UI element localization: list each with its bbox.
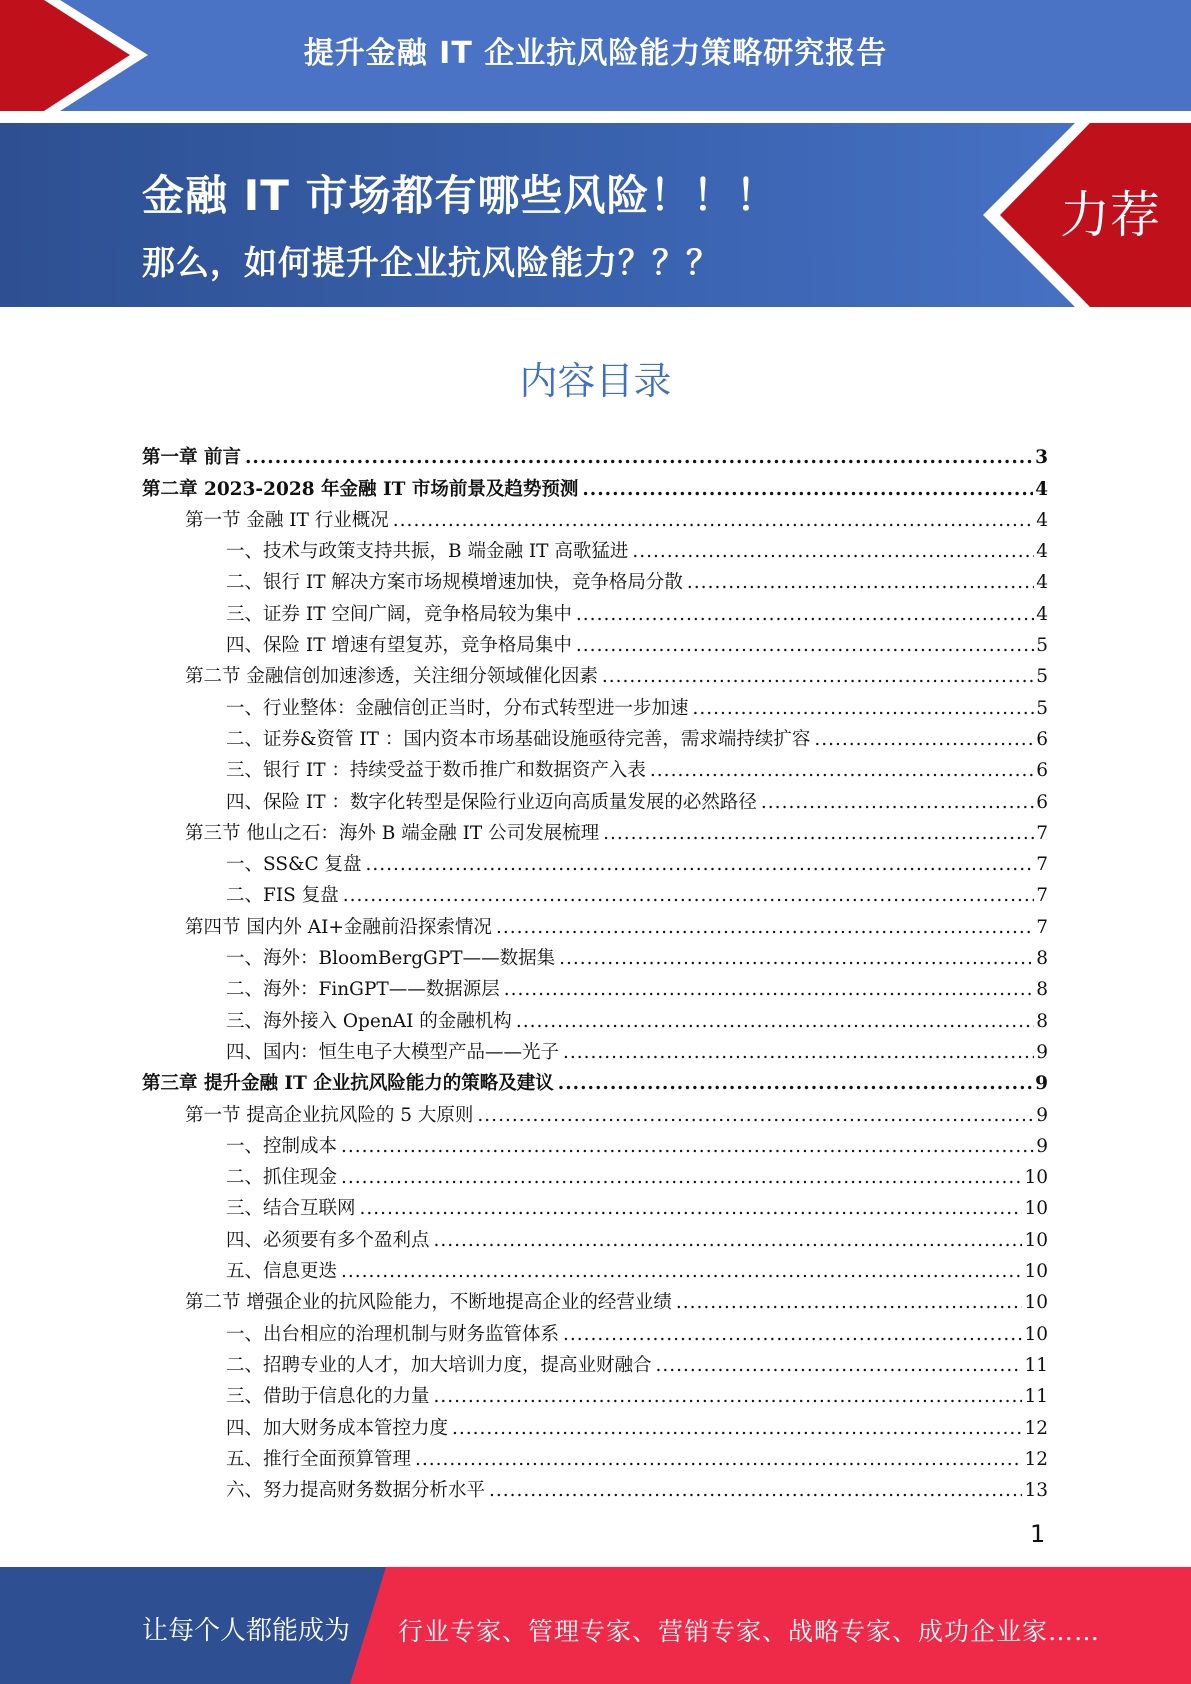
toc-entry[interactable] <box>142 751 1048 782</box>
toc-entry[interactable] <box>142 501 1048 532</box>
toc-entry-page: 7 <box>1036 822 1048 844</box>
toc-entry-page: 10 <box>1024 1261 1048 1283</box>
toc-entry[interactable] <box>142 1127 1048 1158</box>
report-title: 提升金融 IT 企业抗风险能力策略研究报告 <box>303 36 888 71</box>
toc-entry-page: 4 <box>1036 603 1048 625</box>
toc-entry[interactable] <box>142 970 1048 1001</box>
toc-entry[interactable] <box>142 939 1048 970</box>
toc-entry-page: 4 <box>1036 509 1048 531</box>
toc-entry[interactable] <box>142 782 1048 813</box>
toc-entry-page: 10 <box>1024 1323 1048 1345</box>
toc-entry-title: 三、证券 IT 空间广阔，竞争格局较为集中 <box>226 604 576 626</box>
toc-entry-page: 8 <box>1036 979 1048 1001</box>
toc-leader-dots <box>489 1480 1022 1502</box>
toc-entry-title: 第一节 提高企业抗风险的 5 大原则 <box>185 1105 477 1127</box>
toc-leader-dots <box>343 885 1035 907</box>
toc-leader-dots <box>563 1042 1034 1064</box>
toc-leader-dots <box>656 1355 1023 1377</box>
page-number: 1 <box>1030 1520 1046 1548</box>
toc-entry-page: 10 <box>1024 1229 1048 1251</box>
toc-entry-title: 二、海外：FinGPT——数据源层 <box>226 979 504 1001</box>
toc-entry-title: 六、努力提高财务数据分析水平 <box>226 1480 489 1502</box>
toc-entry[interactable] <box>142 1440 1048 1471</box>
toc-entry-page: 5 <box>1036 697 1048 719</box>
toc-entry-title: 二、银行 IT 解决方案市场规模增速加快，竞争格局分散 <box>226 572 687 594</box>
toc-entry-page: 8 <box>1036 948 1048 970</box>
toc-leader-dots <box>603 823 1034 845</box>
toc-entry-page: 8 <box>1036 1010 1048 1032</box>
toc-leader-dots <box>452 1418 1022 1440</box>
toc-entry-title: 四、保险 IT 增速有望复苏，竞争格局集中 <box>226 635 576 657</box>
toc-entry-page: 6 <box>1036 728 1048 750</box>
toc-leader-dots <box>687 572 1034 594</box>
toc-entry[interactable] <box>142 532 1048 563</box>
toc-entry-page: 10 <box>1024 1292 1048 1314</box>
toc-leader-dots <box>563 1324 1022 1346</box>
recommend-badge: 力荐 <box>1060 186 1160 244</box>
toc-entry-title: 第二节 金融信创加速渗透，关注细分领域催化因素 <box>185 666 602 688</box>
toc-entry[interactable] <box>142 1001 1048 1032</box>
toc-entry-title: 三、借助于信息化的力量 <box>226 1386 434 1408</box>
hero-subheadline: 那么，如何提升企业抗风险能力？？？ <box>142 243 720 282</box>
toc-entry[interactable] <box>142 1220 1048 1251</box>
toc-entry-page: 9 <box>1035 1073 1048 1095</box>
toc-leader-dots <box>496 917 1034 939</box>
toc-entry-page: 10 <box>1024 1198 1048 1220</box>
toc-entry-page: 9 <box>1036 1041 1048 1063</box>
toc-entry[interactable] <box>142 1095 1048 1126</box>
toc-entry-title: 一、SS&C 复盘 <box>226 854 366 876</box>
toc-entry-page: 13 <box>1024 1480 1048 1502</box>
toc-entry[interactable] <box>142 1346 1048 1377</box>
toc-leader-dots <box>602 666 1034 688</box>
toc-entry-page: 7 <box>1036 916 1048 938</box>
toc-entry[interactable] <box>142 1252 1048 1283</box>
footer-slogan-right: 行业专家、管理专家、营销专家、战略专家、成功企业家…… <box>398 1617 1101 1646</box>
toc-entry-title: 第一章 前言 <box>142 447 245 469</box>
toc-entry-title: 四、国内：恒生电子大模型产品——光子 <box>226 1042 563 1064</box>
toc-entry-page: 4 <box>1036 541 1048 563</box>
toc-entry-title: 四、加大财务成本管控力度 <box>226 1418 452 1440</box>
toc-entry-page: 4 <box>1036 572 1048 594</box>
toc-entry-page: 5 <box>1036 666 1048 688</box>
toc-entry-title: 一、出台相应的治理机制与财务监管体系 <box>226 1324 563 1346</box>
toc-entry-title: 第三章 提升金融 IT 企业抗风险能力的策略及建议 <box>142 1073 558 1095</box>
toc-leader-dots <box>434 1386 1023 1408</box>
toc-entry-title: 三、银行 IT ：持续受益于数币推广和数据资产入表 <box>226 760 650 782</box>
top-banner <box>0 0 1191 111</box>
toc-leader-dots <box>245 447 1033 469</box>
toc-leader-dots <box>366 854 1035 876</box>
toc-leader-dots <box>516 1011 1034 1033</box>
toc-leader-dots <box>415 1449 1022 1471</box>
toc-entry-page: 12 <box>1024 1417 1048 1439</box>
toc-entry-title: 二、抓住现金 <box>226 1167 341 1189</box>
footer-slogan-left: 让每个人都能成为 <box>142 1616 351 1646</box>
toc-entry-page: 4 <box>1035 478 1048 500</box>
toc-entry-title: 二、FIS 复盘 <box>226 885 343 907</box>
toc-leader-dots <box>814 729 1034 751</box>
toc-entry[interactable] <box>142 1408 1048 1439</box>
toc-entry[interactable] <box>142 563 1048 594</box>
toc-entry[interactable] <box>142 1158 1048 1189</box>
toc-entry-title: 四、必须要有多个盈利点 <box>226 1230 434 1252</box>
toc-leader-dots <box>576 635 1034 657</box>
toc-entry-title: 二、证券&资管 IT ：国内资本市场基础设施亟待完善，需求端持续扩容 <box>226 729 814 751</box>
toc-entry[interactable] <box>142 876 1048 907</box>
toc-entry-title: 一、技术与政策支持共振，B 端金融 IT 高歌猛进 <box>226 541 632 563</box>
toc-entry[interactable] <box>142 720 1048 751</box>
toc-entry[interactable] <box>142 1189 1048 1220</box>
toc-entry-page: 3 <box>1035 447 1048 469</box>
toc-entry-title: 一、控制成本 <box>226 1136 341 1158</box>
toc-entry-title: 第一节 金融 IT 行业概况 <box>185 510 393 532</box>
toc-entry-title: 五、信息更迭 <box>226 1261 341 1283</box>
toc-entry-title: 五、推行全面预算管理 <box>226 1449 415 1471</box>
toc-leader-dots <box>341 1136 1034 1158</box>
toc-entry[interactable] <box>142 845 1048 876</box>
toc-entry-page: 9 <box>1036 1135 1048 1157</box>
toc-entry-title: 第三节 他山之石：海外 B 端金融 IT 公司发展梳理 <box>185 823 603 845</box>
toc-entry-title: 第四节 国内外 AI+金融前沿探索情况 <box>185 917 496 939</box>
toc-entry[interactable] <box>142 1283 1048 1314</box>
toc-entry-title: 四、保险 IT ：数字化转型是保险行业迈向高质量发展的必然路径 <box>226 792 761 814</box>
toc-leader-dots <box>676 1292 1023 1314</box>
toc-leader-dots <box>393 510 1034 532</box>
toc-entry-title: 第二节 增强企业的抗风险能力，不断地提高企业的经营业绩 <box>185 1292 676 1314</box>
toc-leader-dots <box>341 1261 1022 1283</box>
toc-leader-dots <box>761 792 1034 814</box>
footer-banner <box>0 1567 1191 1684</box>
toc-entry-title: 三、结合互联网 <box>226 1198 360 1220</box>
toc-entry-page: 10 <box>1024 1167 1048 1189</box>
toc-leader-dots <box>434 1230 1023 1252</box>
toc-entry[interactable] <box>142 907 1048 938</box>
toc-entry[interactable] <box>142 657 1048 688</box>
toc-entry-title: 第二章 2023-2028 年金融 IT 市场前景及趋势预测 <box>142 479 582 501</box>
toc-entry[interactable] <box>142 1064 1048 1095</box>
toc-entry[interactable] <box>142 469 1048 500</box>
hero-banner <box>0 123 1191 307</box>
toc-leader-dots <box>559 948 1034 970</box>
toc-entry-title: 一、行业整体：金融信创正当时，分布式转型进一步加速 <box>226 698 693 720</box>
toc-leader-dots <box>693 698 1035 720</box>
toc-entry-page: 11 <box>1024 1354 1048 1376</box>
toc-leader-dots <box>632 541 1034 563</box>
table-of-contents <box>142 438 1048 1502</box>
toc-leader-dots <box>341 1167 1022 1189</box>
toc-leader-dots <box>582 479 1033 501</box>
toc-entry-title: 一、海外：BloomBergGPT——数据集 <box>226 948 559 970</box>
toc-entry-page: 11 <box>1024 1386 1048 1408</box>
toc-entry-title: 三、海外接入 OpenAI 的金融机构 <box>226 1011 516 1033</box>
toc-entry-page: 6 <box>1036 760 1048 782</box>
toc-entry-page: 5 <box>1036 635 1048 657</box>
toc-entry-page: 7 <box>1036 885 1048 907</box>
toc-entry-title: 二、招聘专业的人才，加大培训力度，提高业财融合 <box>226 1355 656 1377</box>
toc-leader-dots <box>576 604 1034 626</box>
hero-headline: 金融 IT 市场都有哪些风险！！！ <box>142 171 779 220</box>
toc-entry[interactable] <box>142 438 1048 469</box>
toc-entry-page: 7 <box>1036 854 1048 876</box>
toc-entry[interactable] <box>142 1033 1048 1064</box>
toc-leader-dots <box>477 1105 1034 1127</box>
toc-heading: 内容目录 <box>519 359 672 403</box>
toc-entry[interactable] <box>142 1314 1048 1345</box>
toc-entry-page: 9 <box>1036 1104 1048 1126</box>
toc-entry[interactable] <box>142 626 1048 657</box>
toc-entry[interactable] <box>142 1377 1048 1408</box>
toc-entry[interactable] <box>142 814 1048 845</box>
toc-entry-page: 6 <box>1036 791 1048 813</box>
toc-leader-dots <box>504 979 1034 1001</box>
toc-leader-dots <box>360 1198 1023 1220</box>
toc-entry[interactable] <box>142 688 1048 719</box>
toc-entry-page: 12 <box>1024 1448 1048 1470</box>
toc-leader-dots <box>650 760 1034 782</box>
toc-entry[interactable] <box>142 1471 1048 1502</box>
toc-entry[interactable] <box>142 594 1048 625</box>
toc-leader-dots <box>558 1073 1033 1095</box>
